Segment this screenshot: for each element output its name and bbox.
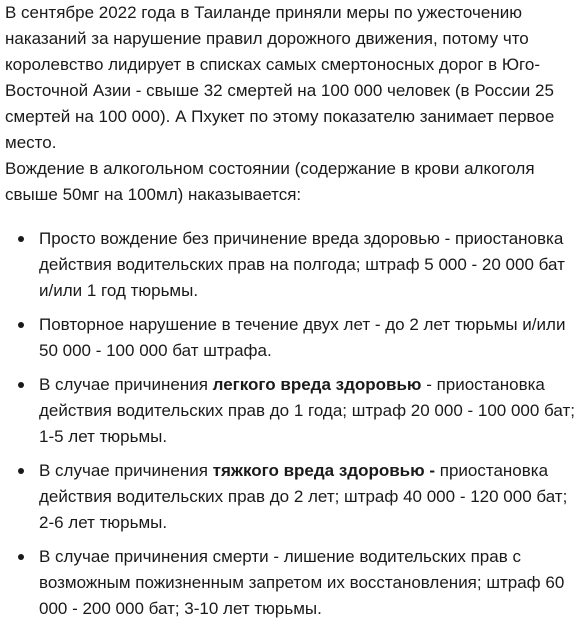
list-item-text: Просто вождение без причинение вреда здоровью - приостановка действия водительских прав на полгода; штраф 5 000 - 20 000 бат и/или 1 год тюрьмы. bbox=[39, 229, 565, 300]
list-item bbox=[5, 458, 578, 536]
penalty-list bbox=[5, 226, 578, 622]
list-item-text-after: приостановка действия водительских прав до 2 лет; штраф 40 000 - 120 000 бат; 2-6 лет тюрьмы. bbox=[39, 461, 568, 532]
list-item-text-before: В случае причинения bbox=[39, 375, 213, 394]
list-item-emphasis: легкого вреда здоровью bbox=[212, 375, 422, 394]
list-item-text-after: - приостановка действия водительских прав до 1 года; штраф 20 000 - 100 000 бат; 1-5 лет тюрьмы. bbox=[39, 375, 575, 446]
condition-paragraph: Вождение в алкогольном состоянии (содержание в крови алкоголя свыше 50мг на 100мл) наказывается: bbox=[5, 159, 535, 204]
list-item-text-before: В случае причинения bbox=[39, 461, 213, 480]
list-item-emphasis: тяжкого вреда здоровью - bbox=[212, 461, 436, 480]
list-item-text: Повторное нарушение в течение двух лет - до 2 лет тюрьмы и/или 50 000 - 100 000 бат штрафа. bbox=[39, 315, 566, 360]
list-item bbox=[5, 544, 578, 622]
list-item bbox=[5, 226, 578, 304]
intro-paragraph: В сентябре 2022 года в Таиланде приняли меры по ужесточению наказаний за нарушение правил дорожного движения, потому что королевство лидирует в списках самых смертоносных дорог в Юго-Восточной Азии - свыше 32 смертей на 100 000 человек (в России 25 смертей на 100 000). А Пхукет по этому показателю занимает первое место. bbox=[5, 3, 555, 152]
list-item-text: В случае причинения смерти - лишение водительских прав с возможным пожизненным запретом их восстановления; штраф 60 000 - 200 000 бат; 3-10 лет тюрьмы. bbox=[39, 547, 565, 618]
list-item bbox=[5, 312, 578, 364]
list-item bbox=[5, 372, 578, 450]
